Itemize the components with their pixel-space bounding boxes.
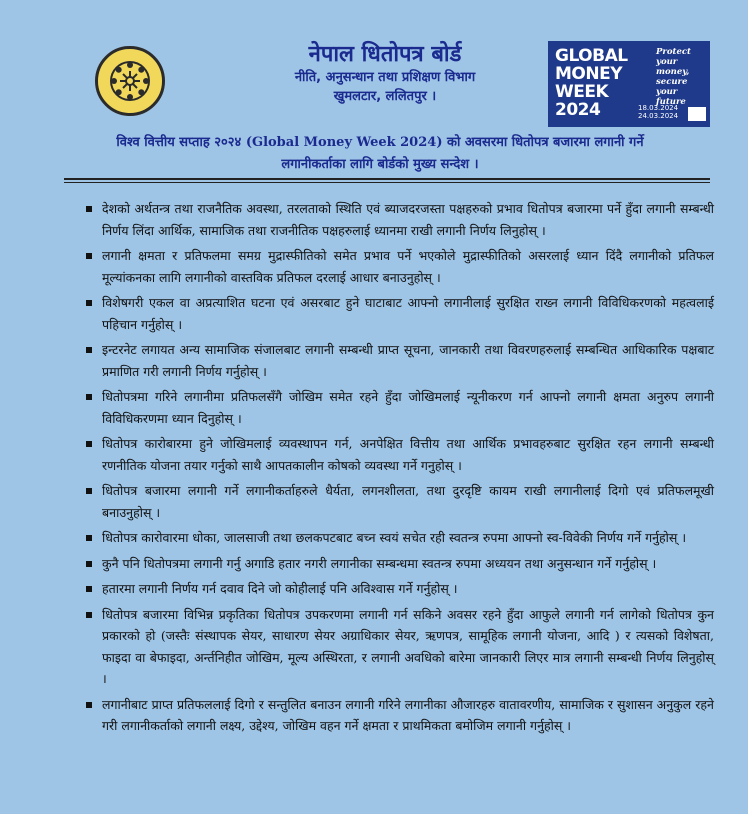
banner-tagline-line: your (656, 57, 678, 67)
message-text: देशको अर्थतन्त्र तथा राजनैतिक अवस्था, तरलताको स्थिति एवं ब्याजदरजस्ता पक्षहरुको प्रभाव धितोपत्र बजारमा पर्ने हुँदा लगानी सम्बन्धी निर्णय लिंदा आर्थिक, सामाजिक तथा राजनीतिक पक्षहरुलाई ध्यानमा राखी लगानी निर्णय लिनुहोस् । (102, 201, 714, 238)
message-text: धितोपत्र बजारमा विभिन्न प्रकृतिका धितोपत्र उपकरणमा लगानी गर्न सकिने अवसर रहने हुँदा आफुले लगानी गर्न लागेको धितोपत्र कुन प्रकारको हो (जस्तैः संस्थापक सेयर, साधारण सेयर अग्राधिकार सेयर, ऋणपत्र, सामूहिक लगानी योजना, आदि ) र त्यसको विशेषता, फाइदा वा बेफाइदा, अर्न्तनिहीत जोखिम, मूल्य अस्थिरता, र लगानी अवधिको बारेमा जानकारी लिएर मात्र लगानी सम्बन्धी निर्णय लिनुहोस् । (102, 606, 714, 686)
banner-dates (638, 104, 678, 120)
message-text: धितोपत्रमा गरिने लगानीमा प्रतिफलसँगै जोखिम समेत रहने हुँदा जोखिमलाई न्यूनीकरण गर्न आफ्नो लगानी क्षमता अनुरुप लगानी विविधिकरणमा ध्यान दिनुहोस् । (102, 389, 714, 426)
document-title (80, 132, 680, 176)
bullet-icon (86, 441, 92, 447)
banner-tagline-line: future (656, 97, 686, 107)
organization-name: नेपाल धितोपत्र बोर्ड (308, 42, 462, 67)
message-text: कुनै पनि धितोपत्रमा लगानी गर्नु अगाडि हतार नगरी लगानीका सम्बन्धमा स्वतन्त्र रुपमा अध्ययन तथा अनुसन्धान गर्ने गर्नुहोस् । (102, 555, 657, 571)
message-text: धितोपत्र कारोवारमा धोका, जालसाजी तथा छलकपटबाट बच्न स्वयं सचेत रही स्वतन्त्र रुपमा आफ्नो स्व-विवेकी निर्णय गर्ने गर्नुहोस् । (102, 530, 687, 545)
bullet-icon (86, 535, 92, 541)
document-title-line: लगानीकर्ताका लागि बोर्डको मुख्य सन्देश । (281, 157, 479, 172)
list-item (84, 527, 714, 549)
list-item (84, 386, 714, 429)
message-text: लगानीबाट प्राप्त प्रतिफललाई दिगो र सन्तुलित बनाउन लगानी गरिने लगानीका औजारहरु वातावरणीय, सामाजिक र सुशासन अनुकुल रहने गरी लगानीकर्ताको लगानी लक्ष्य, उद्देश्य, जोखिम वहन गर्ने क्षमता र प्राथमिकता बमोजिम लगानी गर्नुहोस् । (102, 696, 714, 733)
bullet-icon (86, 300, 92, 306)
list-item (84, 553, 714, 575)
banner-tagline-line: your (656, 87, 678, 97)
list-item (84, 694, 714, 737)
banner-title-line: WEEK (555, 82, 609, 102)
banner-tagline-line: money, (656, 67, 690, 77)
bullet-icon (86, 347, 92, 353)
banner-title-line: MONEY (555, 64, 623, 84)
global-money-week-banner (548, 41, 710, 127)
bullet-icon (86, 612, 92, 618)
list-item (84, 604, 714, 690)
message-text: धितोपत्र कारोबारमा हुने जोखिमलाई व्यवस्थापन गर्न, अनपेक्षित वित्तीय तथा आर्थिक प्रभावहरुबाट सुरक्षित रहन लगानी सम्बन्धी रणनीतिक योजना तयार गर्नुको साथै आपतकालीन कोषको व्यवस्था गर्ने गनुहोस् । (102, 436, 714, 473)
divider (64, 178, 710, 180)
list-item (84, 433, 714, 476)
bullet-icon (86, 586, 92, 592)
banner-tagline-line: secure (656, 77, 688, 87)
message-text: हतारमा लगानी निर्णय गर्न दवाव दिने जो कोहीलाई पनि अविश्वास गर्ने गर्नुहोस् । (102, 581, 458, 596)
bullet-icon (86, 253, 92, 259)
bullet-icon (86, 561, 92, 567)
bullet-icon (86, 702, 92, 708)
sebon-logo (95, 46, 165, 116)
oecd-logo-icon (688, 107, 706, 121)
message-list (84, 198, 714, 741)
banner-title-line: 2024 (555, 100, 601, 120)
organization-address: खुमलटार, ललितपुर । (333, 89, 437, 104)
list-item (84, 245, 714, 288)
bullet-icon (86, 206, 92, 212)
organization-block (250, 42, 520, 106)
list-item (84, 480, 714, 523)
document-title-line: विश्व वित्तीय सप्ताह २०२४ (Global Money Week 2024) को अवसरमा धितोपत्र बजारमा लगानी गर्ने (116, 135, 644, 150)
bullet-icon (86, 488, 92, 494)
message-text: विशेषगरी एकल वा अप्रत्याशित घटना एवं असरबाट हुने घाटाबाट आफ्नो लगानीलाई सुरक्षित राख्न लगानी विविधिकरणको महत्वलाई पहिचान गर्नुहोस् । (102, 295, 714, 332)
message-text: धितोपत्र बजारमा लगानी गर्ने लगानीकर्ताहरुले धैर्यता, लगनशीलता, तथा दुरदृष्टि कायम राखी लगानीलाई दिगो एवं प्रतिफलमूखी बनाउनुहोस् । (102, 483, 714, 520)
bullet-icon (86, 394, 92, 400)
banner-title-line: GLOBAL (555, 46, 628, 66)
banner-tagline-line: Protect (656, 47, 691, 57)
divider (64, 182, 710, 183)
banner-tagline (656, 47, 708, 107)
message-text: लगानी क्षमता र प्रतिफलमा समग्र मुद्रास्फीतिको समेत प्रभाव पर्ने भएकोले मुद्रास्फीतिको असरलाई ध्यान दिंदै लगानीको प्रतिफल मूल्यांकनका लागि लगानीको वास्तविक प्रतिफल दरलाई आधार बनाउनुहोस् । (102, 248, 714, 285)
banner-date-end: 24.03.2024 (638, 112, 679, 120)
department-name: नीति, अनुसन्धान तथा प्रशिक्षण विभाग (294, 70, 476, 85)
list-item (84, 198, 714, 241)
message-text: इन्टरनेट लगायत अन्य सामाजिक संजालबाट लगानी सम्बन्धी प्राप्त सूचना, जानकारी तथा विवरणहरुलाई सम्बन्धित आधिकारिक पक्षबाट प्रमाणित गरी लगानी निर्णय गर्नुहोस् । (102, 342, 714, 379)
sebon-emblem-icon (98, 49, 162, 113)
list-item (84, 578, 714, 600)
list-item (84, 339, 714, 382)
header (0, 0, 748, 130)
list-item (84, 292, 714, 335)
banner-title (555, 47, 635, 119)
banner-date-start: 18.03.2024 (638, 104, 679, 112)
